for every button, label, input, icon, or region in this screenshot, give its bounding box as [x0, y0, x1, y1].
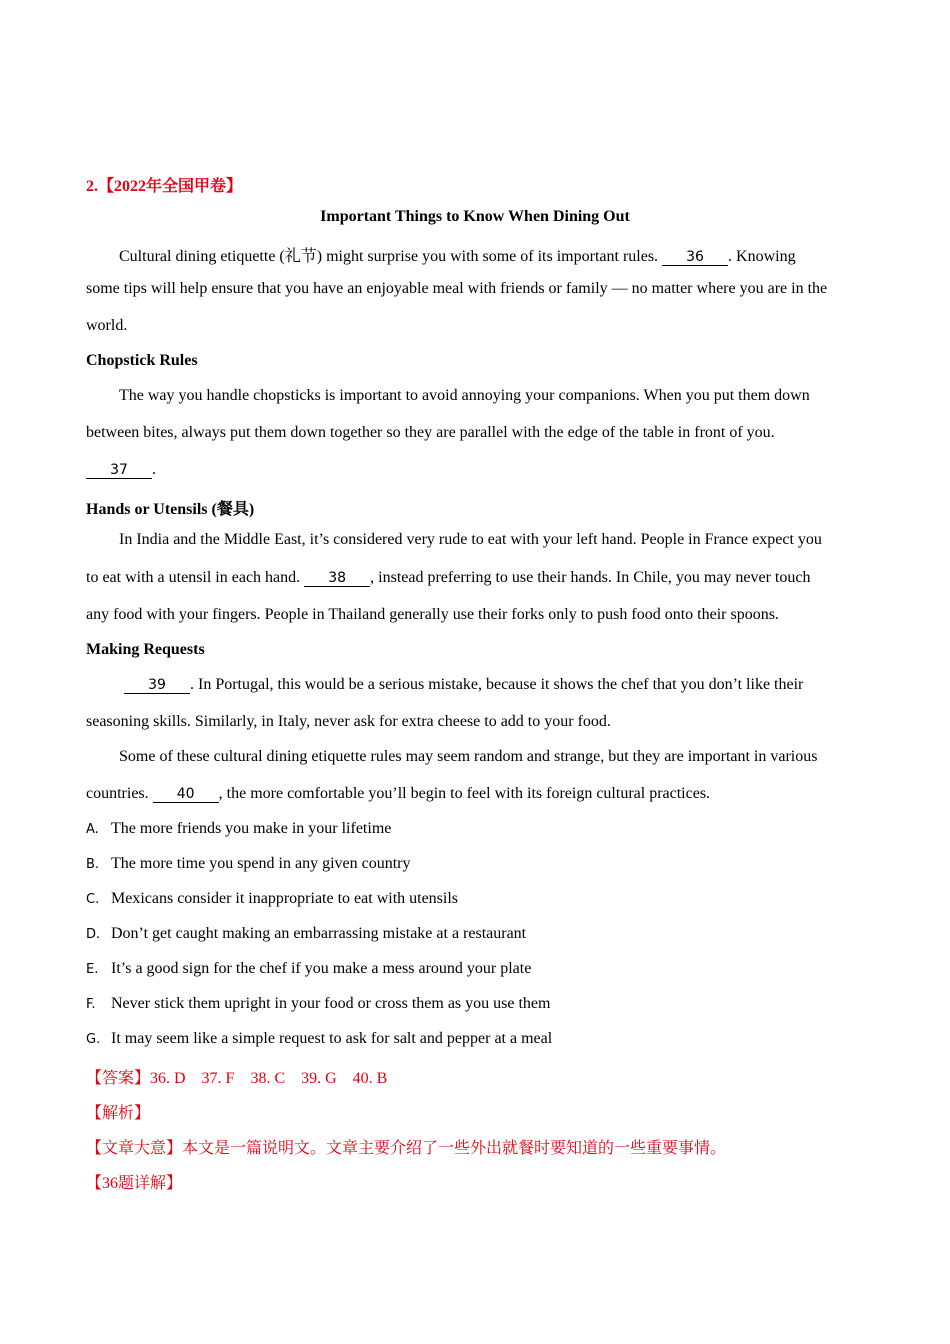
blank-39: 39 [124, 677, 190, 694]
paragraph-3-line-2: to eat with a utensil in each hand. 38 , instead preferring to use their hands. In Chile, you may never touch [86, 569, 811, 586]
paragraph-3-line-3: any food with your fingers. People in Thailand generally use their forks only to push food onto their spoons. [86, 606, 779, 623]
paragraph-3-line-1: In India and the Middle East, it’s considered very rude to eat with your left hand. People in France expect you [119, 531, 822, 548]
paragraph-4-line-2: seasoning skills. Similarly, in Italy, never ask for extra cheese to add to your food. [86, 713, 611, 730]
option-b: B. The more time you spend in any given country [86, 855, 411, 872]
article-summary: 【文章大意】本文是一篇说明文。文章主要介绍了一些外出就餐时要知道的一些重要事情。 [86, 1140, 727, 1157]
option-f: F. Never stick them upright in your food or cross them as you use them [86, 995, 551, 1012]
paragraph-1-line-1: Cultural dining etiquette (礼节) might surprise you with some of its important rules. 36 . Knowing [119, 248, 796, 265]
question-36-detail: 【36题详解】 [86, 1175, 183, 1192]
question-heading: 2.【2022年全国甲卷】 [86, 178, 243, 195]
paragraph-5-line-1: Some of these cultural dining etiquette rules may seem random and strange, but they are important in various [119, 748, 818, 765]
answer-key: 【答案】36. D 37. F 38. C 39. G 40. B [86, 1070, 388, 1087]
option-g: G. It may seem like a simple request to ask for salt and pepper at a meal [86, 1030, 553, 1047]
paragraph-1-line-2: some tips will help ensure that you have an enjoyable meal with friends or family — no matter where you are in the [86, 280, 828, 297]
option-a: A. The more friends you make in your lifetime [86, 820, 392, 837]
option-e: E. It’s a good sign for the chef if you make a mess around your plate [86, 960, 532, 977]
paragraph-2-line-2: between bites, always put them down together so they are parallel with the edge of the table in front of you. [86, 424, 775, 441]
paragraph-1-line-3: world. [86, 317, 128, 334]
analysis-label: 【解析】 [86, 1105, 151, 1122]
section-heading-requests: Making Requests [86, 641, 205, 658]
blank-38: 38 [304, 570, 370, 587]
passage-title: Important Things to Know When Dining Out [320, 208, 630, 225]
option-d: D. Don’t get caught making an embarrassing mistake at a restaurant [86, 925, 527, 942]
paragraph-2-line-1: The way you handle chopsticks is important to avoid annoying your companions. When you put them down [119, 387, 810, 404]
blank-40: 40 [153, 786, 219, 803]
section-heading-utensils: Hands or Utensils (餐具) [86, 501, 255, 518]
paragraph-2-line-3: 37 . [86, 461, 156, 479]
option-c: C. Mexicans consider it inappropriate to eat with utensils [86, 890, 459, 907]
paragraph-4-line-1: 39 . In Portugal, this would be a serious mistake, because it shows the chef that you don’t like their [124, 676, 803, 694]
paragraph-5-line-2: countries. 40 , the more comfortable you’ll begin to feel with its foreign cultural practices. [86, 785, 711, 802]
blank-37: 37 [86, 462, 152, 479]
blank-36: 36 [662, 249, 728, 266]
section-heading-chopsticks: Chopstick Rules [86, 352, 198, 369]
